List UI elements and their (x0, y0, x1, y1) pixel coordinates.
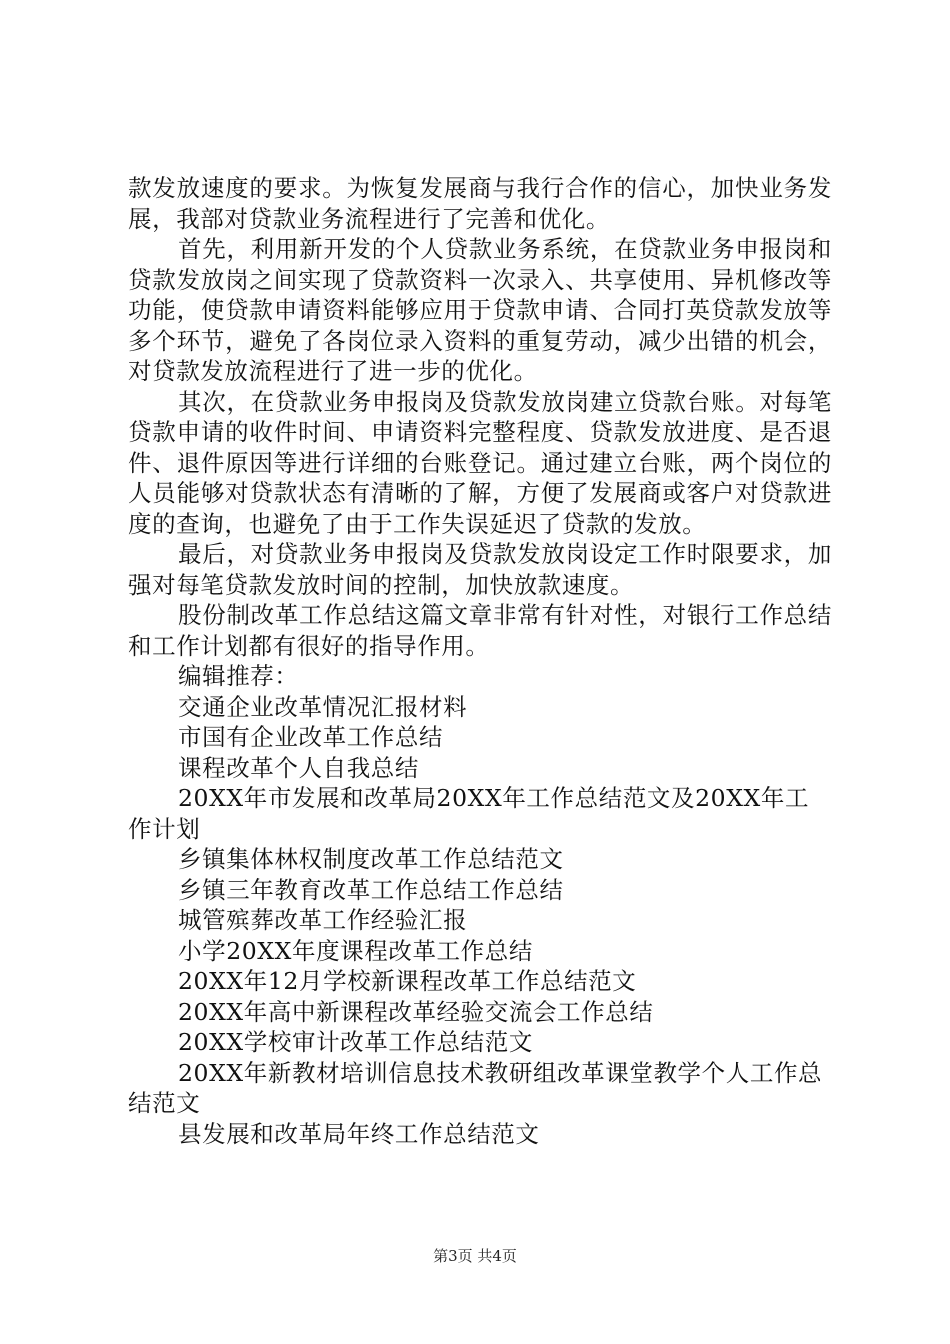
recommend-link[interactable]: 20XX年市发展和改革局20XX年工作总结范文及20XX年工作计划 (128, 784, 810, 843)
paragraph-second: 其次，在贷款业务申报岗及贷款发放岗建立贷款台账。对每笔贷款申请的收件时间、申请资料完整程度、贷款发放进度、是否退件、退件原因等进行详细的台账登记。通过建立台账，两个岗位的人员能够对贷款状态有清晰的了解，方便了发展商或客户对贷款进度的查询，也避免了由于工作失误延迟了贷款的发放。 (128, 387, 832, 538)
recommend-link[interactable]: 乡镇三年教育改革工作总结工作总结 (178, 875, 564, 904)
recommend-link[interactable]: 城管殡葬改革工作经验汇报 (178, 906, 468, 934)
recommend-link[interactable]: 20XX年高中新课程改革经验交流会工作总结 (178, 997, 654, 1026)
recommend-link[interactable]: 20XX年新教材培训信息技术教研组改革课堂教学个人工作总结范文 (128, 1058, 823, 1117)
recommend-link[interactable]: 小学20XX年度课程改革工作总结 (178, 936, 533, 965)
page-number-footer: 第3页 共4页 (433, 1247, 517, 1265)
recommend-link[interactable]: 20XX学校审计改革工作总结范文 (178, 1028, 533, 1056)
recommend-link[interactable]: 乡镇集体林权制度改革工作总结范文 (178, 845, 564, 873)
paragraph-summary: 股份制改革工作总结这篇文章非常有针对性，对银行工作总结和工作计划都有很好的指导作用。 (128, 601, 832, 660)
paragraph-continuation: 款发放速度的要求。为恢复发展商与我行合作的信心，加快业务发展，我部对贷款业务流程进行了完善和优化。 (128, 174, 832, 233)
recommend-heading: 编辑推荐： (178, 662, 299, 690)
paragraph-first: 首先，利用新开发的个人贷款业务系统，在贷款业务申报岗和贷款发放岗之间实现了贷款资料一次录入、共享使用、异机修改等功能，使贷款申请资料能够应用于贷款申请、合同打英贷款发放等多个环节，避免了各岗位录入资料的重复劳动，减少出错的机会，对贷款发放流程进行了进一步的优化。 (128, 235, 832, 385)
document-body (128, 173, 832, 1149)
recommend-link[interactable]: 20XX年12月学校新课程改革工作总结范文 (178, 967, 637, 995)
paragraph-last: 最后，对贷款业务申报岗及贷款发放岗设定工作时限要求，加强对每笔贷款发放时间的控制，加快放款速度。 (128, 540, 832, 599)
recommend-link[interactable]: 课程改革个人自我总结 (178, 753, 419, 782)
recommend-link[interactable]: 县发展和改革局年终工作总结范文 (178, 1119, 540, 1148)
recommend-link[interactable]: 交通企业改革情况汇报材料 (178, 692, 468, 721)
recommend-link[interactable]: 市国有企业改革工作总结 (178, 723, 444, 751)
